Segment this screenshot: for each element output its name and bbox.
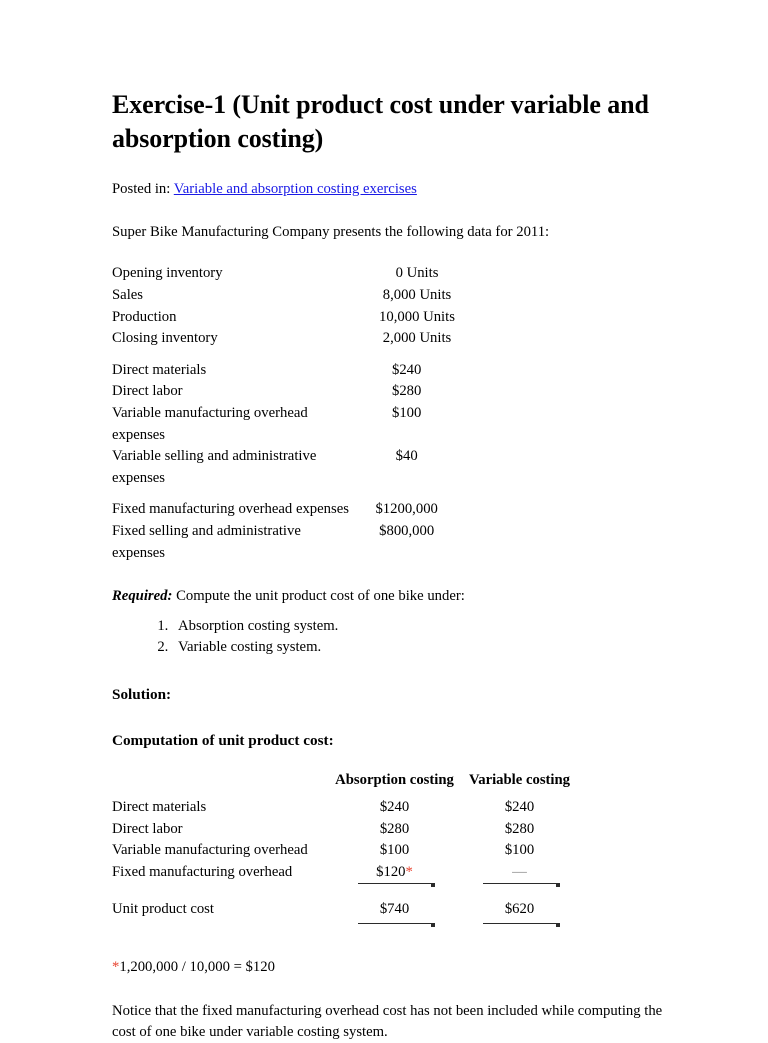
row-label: Production [112, 308, 177, 325]
required-section [112, 564, 672, 659]
fixed-costs-table [112, 499, 672, 564]
table-header-row [112, 770, 672, 797]
row-spacer [462, 499, 672, 521]
row-spacer [462, 360, 672, 382]
row-label: Direct materials [112, 798, 207, 815]
posted-in-paragraph [112, 179, 672, 200]
list-item: 2. Variable costing system. [172, 637, 672, 658]
units-table [112, 263, 672, 349]
posted-in-label: Posted in: [112, 180, 171, 197]
fixed-costs-block [112, 489, 672, 564]
page-title: Exercise-1 (Unit product cost under variable and absorption costing) [112, 90, 649, 154]
row-label: Direct materials [112, 361, 207, 378]
header-spacer [582, 770, 672, 797]
total-variable-value: $620 [504, 901, 535, 918]
total-label: Unit product cost [112, 901, 214, 918]
row-label: Fixed manufacturing overhead expenses [112, 501, 349, 518]
absorption-top-rule [332, 883, 457, 897]
closing-note: Notice that the fixed manufacturing overhead cost has not been included while computing the cost of one bike under variable costing system. [112, 1002, 663, 1040]
absorption-amount: $120 [376, 863, 406, 880]
row-value: $280 [391, 383, 422, 400]
header-variable-costing: Variable costing [468, 772, 571, 789]
footnote-asterisk-marker: * [405, 863, 413, 880]
category-link[interactable]: Variable and absorption costing exercises [173, 180, 417, 197]
rule-spacer [112, 923, 332, 937]
row-value: 2,000 Units [382, 330, 452, 347]
rule-spacer [582, 883, 672, 897]
header-item [112, 770, 332, 797]
required-paragraph [112, 586, 672, 607]
row-spacer [462, 521, 672, 564]
header-absorption-costing: Absorption costing [335, 772, 454, 789]
row-spacer [462, 446, 672, 489]
document-body [112, 0, 672, 1043]
row-label: Fixed selling and administrative expenses [112, 523, 301, 561]
required-list [112, 616, 672, 659]
row-absorption-value [332, 862, 457, 884]
total-absorption-value: $740 [379, 901, 410, 918]
table-row [112, 797, 672, 819]
table-row [112, 285, 672, 307]
row-value: $240 [391, 361, 422, 378]
row-absorption-value: $100 [379, 842, 410, 859]
table-row [112, 862, 672, 884]
row-spacer [582, 862, 672, 884]
computation-heading: Computation of unit product cost: [112, 732, 334, 750]
row-spacer [582, 819, 672, 841]
computation-table [112, 770, 672, 937]
required-label: Required: [112, 588, 173, 605]
table-row [112, 840, 672, 862]
table-row [112, 521, 672, 564]
row-absorption-value: $240 [379, 798, 410, 815]
intro-line [112, 200, 672, 243]
footnote-paragraph [112, 957, 672, 978]
row-spacer [582, 797, 672, 819]
top-rule-row [112, 883, 672, 897]
row-value: 8,000 Units [382, 286, 452, 303]
bottom-rule-row [112, 923, 672, 937]
row-spacer [472, 307, 672, 329]
row-label: Variable manufacturing overhead expenses [112, 405, 308, 443]
table-row [112, 446, 672, 489]
row-absorption-value: $280 [379, 820, 410, 837]
table-row [112, 360, 672, 382]
computation-section [112, 705, 672, 751]
row-variable-value: $240 [504, 798, 535, 815]
variable-costs-block [112, 350, 672, 490]
table-row [112, 263, 672, 285]
table-total-row [112, 897, 672, 923]
footnote-section [112, 937, 672, 978]
row-spacer [472, 285, 672, 307]
row-label: Closing inventory [112, 330, 218, 347]
row-label: Direct labor [112, 383, 183, 400]
list-item: 1. Absorption costing system. [172, 616, 672, 637]
intro-paragraph: Super Bike Manufacturing Company presents the following data for 2011: [112, 223, 550, 240]
footnote-asterisk: * [112, 959, 120, 976]
row-value: $800,000 [379, 523, 435, 540]
units-data-block [112, 242, 672, 349]
table-row [112, 819, 672, 841]
row-variable-value: $280 [504, 820, 535, 837]
row-label: Variable selling and administrative expenses [112, 448, 317, 486]
required-text: Compute the unit product cost of one bike under: [172, 588, 465, 605]
row-variable-value: — [512, 863, 527, 880]
variable-costs-table [112, 360, 672, 490]
row-label: Opening inventory [112, 265, 223, 282]
rule-spacer [582, 923, 672, 937]
table-row [112, 307, 672, 329]
absorption-bottom-rule [332, 923, 457, 937]
row-value: $100 [391, 405, 422, 422]
row-spacer [462, 381, 672, 403]
variable-top-rule [457, 883, 582, 897]
row-label: Sales [112, 286, 144, 303]
row-value: $40 [395, 448, 418, 465]
table-row [112, 499, 672, 521]
variable-bottom-rule [457, 923, 582, 937]
row-spacer [472, 328, 672, 350]
rule-spacer [112, 883, 332, 897]
solution-heading: Solution: [112, 685, 172, 703]
row-value: 10,000 Units [379, 308, 455, 325]
row-variable-value: $100 [504, 842, 535, 859]
row-label: Variable manufacturing overhead [112, 842, 308, 859]
table-row [112, 381, 672, 403]
closing-note-section [112, 978, 672, 1043]
row-spacer [582, 897, 672, 923]
row-label: Fixed manufacturing overhead [112, 863, 293, 880]
row-value: $1200,000 [375, 501, 438, 518]
row-spacer [472, 263, 672, 285]
posted-in-line [112, 157, 672, 200]
footnote-text: 1,200,000 / 10,000 = $120 [119, 959, 275, 976]
row-label: Direct labor [112, 820, 183, 837]
table-row [112, 328, 672, 350]
table-row [112, 403, 672, 446]
row-spacer [582, 840, 672, 862]
row-value: 0 Units [395, 265, 439, 282]
solution-section [112, 659, 672, 705]
row-spacer [462, 403, 672, 446]
